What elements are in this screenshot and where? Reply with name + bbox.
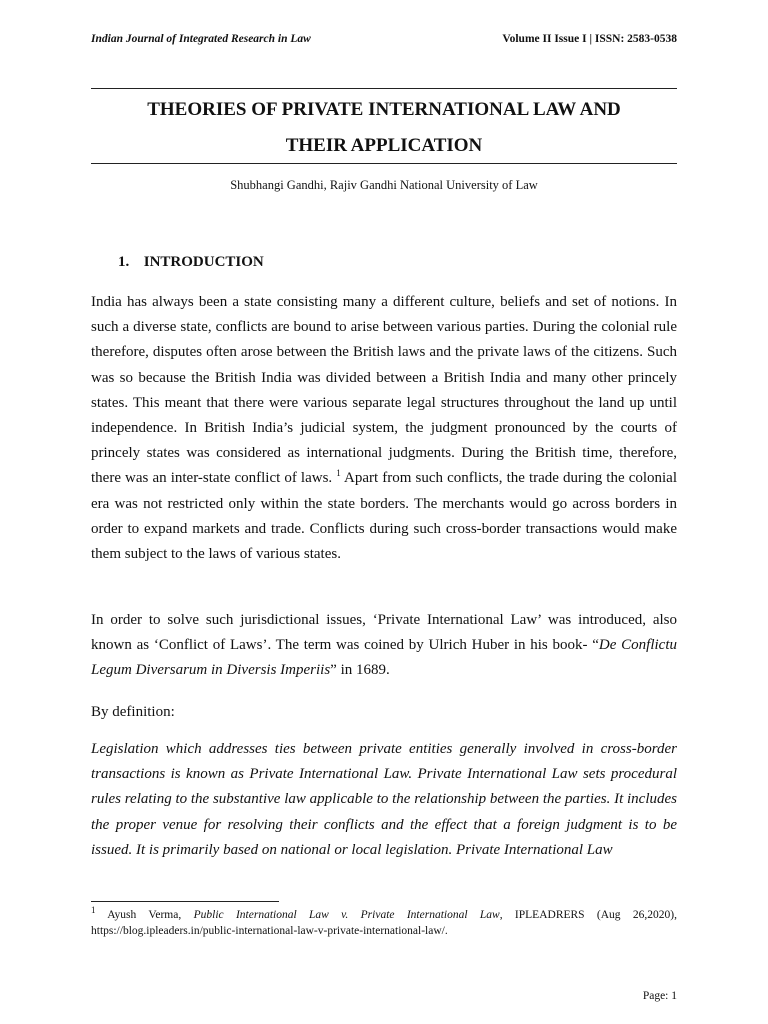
footnote-author: Ayush Verma, — [107, 909, 182, 921]
paragraph-1 — [91, 290, 677, 567]
footnote-article: Public International Law v. Private International Law — [193, 909, 500, 921]
footnote-reference[interactable]: 1 — [336, 468, 341, 479]
footnote-source[interactable]: , IPLEADRERS (Aug 26,2020), https://blog.ipleaders.in/public-international-law-v-private-international-law/. — [91, 909, 677, 937]
author-line: Shubhangi Gandhi, Rajiv Gandhi National University of Law — [230, 178, 538, 192]
running-header — [91, 33, 677, 51]
footnote-number: 1 — [91, 905, 96, 916]
book-title: De Conflictu Legum Diversarum in Diversis Imperiis — [91, 637, 677, 679]
footnote — [91, 907, 677, 939]
section-heading — [118, 254, 264, 271]
paper-title — [91, 92, 677, 164]
title-line-1: THEORIES OF PRIVATE INTERNATIONAL LAW AND — [147, 99, 621, 120]
paragraph-1-tail: Apart from such conflicts, the trade during the colonial era was not restricted only within the state borders. The merchants would go across borders in order to expand markets and trade. Conflicts during such cross-border transactions would make them subject to the laws of various states. — [91, 470, 678, 563]
title-top-rule — [91, 88, 677, 89]
section-number: 1. — [118, 254, 130, 270]
title-line-2: THEIR APPLICATION — [285, 135, 483, 156]
section-title: INTRODUCTION — [143, 254, 264, 270]
paragraph-2 — [91, 608, 677, 684]
definition-paragraph: Legislation which addresses ties between private entities generally involved in cross-border transactions is known as Private International Law. Private International Law sets procedural rules relating to the substantive law applicable to the relationship between the parties. It includes the proper venue for resolving their conflicts and the effect that a foreign judgment is to be issued. It is primarily based on national or local legislation. Private International Law — [91, 741, 677, 858]
volume-issn: Volume II Issue I | ISSN: 2583-0538 — [502, 33, 677, 45]
paragraph-2-end: ” in 1689. — [330, 662, 390, 679]
journal-name: Indian Journal of Integrated Research in Law — [91, 33, 311, 45]
page-number: Page: 1 — [642, 990, 677, 1002]
footnote-separator — [91, 901, 279, 902]
paragraph-3: By definition: — [91, 704, 175, 720]
title-bottom-rule — [91, 163, 677, 164]
paragraph-2-text: In order to solve such jurisdictional issues, ‘Private International Law’ was introduced, also known as ‘Conflict of Laws’. The term was coined by Ulrich Huber in his book- “ — [91, 612, 677, 654]
paragraph-1-text: India has always been a state consisting many a different culture, beliefs and set of notions. In such a diverse state, conflicts are bound to arise between various parties. During the colonial rule therefore, disputes often arose between the British laws and the private laws of the citizens. Such was so because the British India was divided between a British India and many other princely states. This meant that there were various separate legal structures throughout the land up until independence. In British India’s judicial system, the judgment pronounced by the courts of princely states was considered as international judgments. During the British time, therefore, there was an inter-state conflict of laws. — [91, 294, 677, 487]
